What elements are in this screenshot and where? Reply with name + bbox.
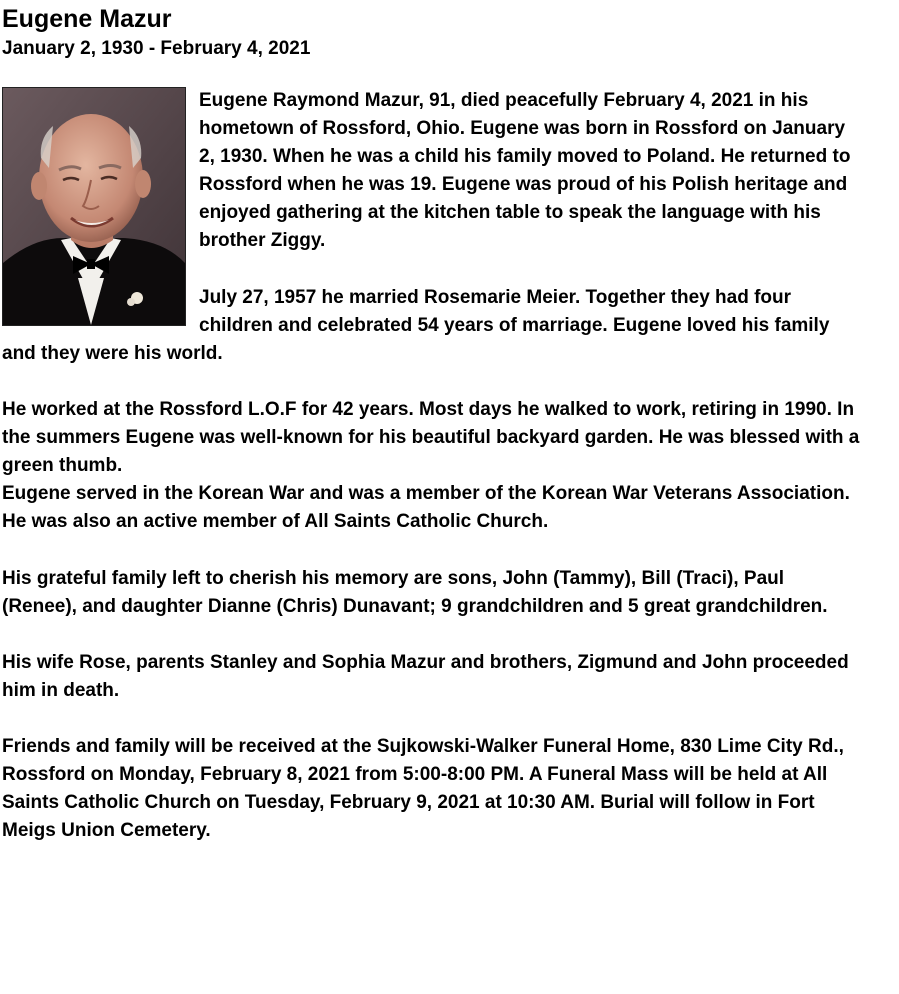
portrait-illustration	[3, 88, 185, 325]
obituary-body	[2, 87, 862, 846]
paragraph-predeceased: His wife Rose, parents Stanley and Sophia Mazur and brothers, Zigmund and John proceeded him in death.	[2, 651, 849, 701]
obituary-page	[2, 4, 862, 846]
paragraph-marriage: July 27, 1957 he married Rosemarie Meier. Together they had four children and celebrated 54 years of marriage. Eugene loved his family and they were his world.	[2, 286, 830, 364]
paragraph-biography: Eugene Raymond Mazur, 91, died peacefully February 4, 2021 in his hometown of Rossford, Ohio. Eugene was born in Rossford on January 2, 1930. When he was a child his family moved to Poland. He returned to Rossford when he was 19. Eugene was proud of his Polish heritage and enjoyed gathering at the kitchen table to speak the language with his brother Ziggy.	[199, 90, 851, 252]
life-dates: January 2, 1930 - February 4, 2021	[2, 38, 311, 59]
paragraph-career	[2, 396, 862, 536]
paragraph-services: Friends and family will be received at the Sujkowski-Walker Funeral Home, 830 Lime City Rd., Rossford on Monday, February 8, 2021 from 5:00-8:00 PM. A Funeral Mass will be held at All Saints Catholic Church on Tuesday, February 9, 2021 at 10:30 AM. Burial will follow in Fort Meigs Union Cemetery.	[2, 736, 844, 842]
career-text: He worked at the Rossford L.O.F for 42 years. Most days he walked to work, retiring in 1990. In the summers Eugene was well-known for his beautiful backyard garden. He was blessed with a green thumb.	[2, 399, 860, 477]
military-text: Eugene served in the Korean War and was a member of the Korean War Veterans Association. He was also an active member of All Saints Catholic Church.	[2, 483, 850, 533]
paragraph-survivors: His grateful family left to cherish his memory are sons, John (Tammy), Bill (Traci), Paul (Renee), and daughter Dianne (Chris) Dunavant; 9 grandchildren and 5 great grandchildren.	[2, 567, 828, 617]
deceased-name: Eugene Mazur	[2, 5, 172, 33]
portrait-photo	[2, 87, 186, 326]
